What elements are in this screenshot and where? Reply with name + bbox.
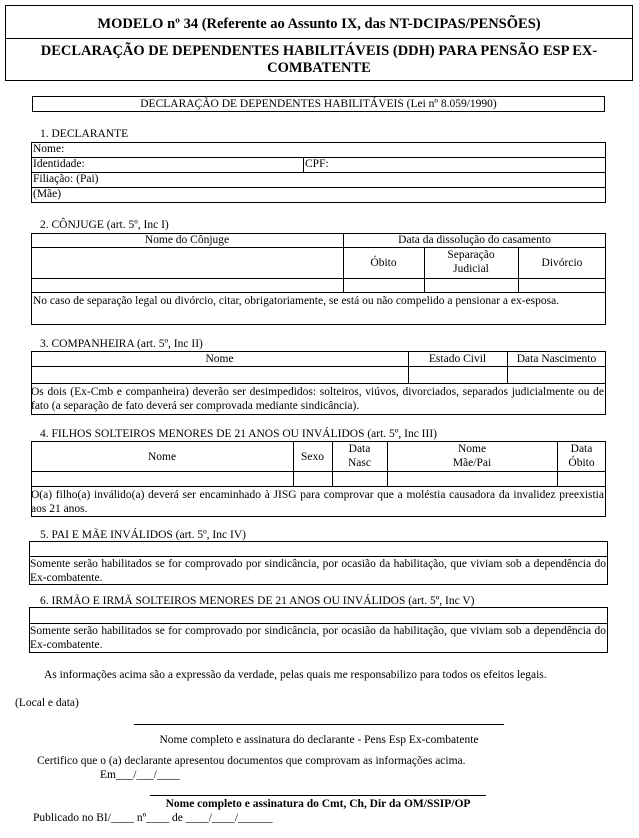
- companheira-note: Os dois (Ex-Cmb e companheira) deverão ser desimpedidos: solteiros, viúvos, divorciados, separados judicialmente ou de fato (a separação de fato deverá ser comprovada mediante sindicância).: [31, 386, 604, 412]
- col-nome-mae-pai-1: Nome: [457, 443, 487, 455]
- col-data-nasc-2: Nasc: [348, 457, 371, 469]
- section-6-heading: 6. IRMÃO E IRMÃ SOLTEIROS MENORES DE 21 ANOS OU INVÁLIDOS (art. 5º, Inc V): [40, 595, 475, 607]
- col-nome-companheira: Nome: [205, 353, 234, 365]
- row-divider: [31, 292, 606, 293]
- row-divider: [31, 366, 606, 367]
- col-separacao-judicial: Separação Judicial: [447, 249, 495, 275]
- row-divider: [31, 172, 606, 173]
- section-5-heading: 5. PAI E MÃE INVÁLIDOS (art. 5º, Inc IV): [40, 529, 246, 541]
- section-3-heading: 3. COMPANHEIRA (art. 5º, Inc II): [40, 338, 203, 350]
- col-data-nascimento: Data Nascimento: [516, 353, 597, 365]
- form-title: DECLARAÇÃO DE DEPENDENTES HABILITÁVEIS (Lei nº 8.059/1990): [140, 98, 497, 110]
- col-obito: Óbito: [370, 257, 397, 269]
- signature-cmt-label: Nome completo e assinatura do Cmt, Ch, Dir da OM/SSIP/OP: [165, 798, 471, 810]
- col-estado-civil: Estado Civil: [428, 353, 487, 365]
- signature-line-cmt: [150, 795, 486, 796]
- row-divider: [31, 471, 606, 472]
- col-data-nasc-1: Data: [348, 443, 371, 455]
- certifico-text: Certifico que o (a) declarante apresentou documentos que comprovam as informações acima.: [37, 755, 466, 767]
- row-divider: [31, 187, 606, 188]
- col-nome-filho: Nome: [147, 451, 177, 463]
- row-divider: [31, 247, 606, 248]
- filhos-note: O(a) filho(a) inválido(a) deverá ser encaminhado à JISG para comprovar que a moléstia causadora da invalidez preexistia aos 21 anos.: [31, 489, 604, 515]
- col-nome-conjuge: Nome do Cônjuge: [144, 234, 230, 246]
- declaration-text: As informações acima são a expressão da verdade, pelas quais me responsabilizo para todos os efeitos legais.: [44, 669, 547, 681]
- col-nome-mae-pai-2: Mãe/Pai: [452, 457, 492, 469]
- pais-note: Somente serão habilitados se for comprovado por sindicância, por ocasião da habilitação, que viviam sob a dependência do Ex-combatente.: [30, 558, 606, 584]
- em-date-field[interactable]: Em___/___/____: [100, 769, 180, 781]
- conjuge-note: No caso de separação legal ou divórcio, citar, obrigatoriamente, se está ou não compelido a pensionar a ex-esposa.: [33, 295, 560, 307]
- col-sexo: Sexo: [301, 451, 324, 463]
- publicado-field[interactable]: Publicado no BI/____ nº____ de ____/____/______: [33, 812, 273, 824]
- filiacao-mae-field[interactable]: (Mãe): [33, 188, 62, 200]
- irmaos-note: Somente serão habilitados se for comprovado por sindicância, por ocasião da habilitação, que viviam sob a dependência do Ex-combatente.: [30, 625, 606, 651]
- identidade-field[interactable]: Identidade:: [33, 158, 85, 170]
- signature-declarante-label: Nome completo e assinatura do declarante - Pens Esp Ex-combatente: [159, 734, 479, 746]
- document-title: DECLARAÇÃO DE DEPENDENTES HABILITÁVEIS (DDH) PARA PENSÃO ESP EX-COMBATENTE: [40, 43, 598, 76]
- section-4-heading: 4. FILHOS SOLTEIROS MENORES DE 21 ANOS OU INVÁLIDOS (art. 5º, Inc III): [40, 428, 437, 440]
- cpf-field[interactable]: CPF:: [305, 158, 329, 170]
- section-1-heading: 1. DECLARANTE: [40, 128, 129, 140]
- signature-line-declarante: [134, 724, 504, 725]
- nome-field[interactable]: Nome:: [33, 143, 65, 155]
- row-divider: [31, 383, 606, 384]
- row-divider: [31, 486, 606, 487]
- col-data-dissolucao: Data da dissolução do casamento: [398, 234, 551, 246]
- cpf-divider: [303, 157, 304, 172]
- modelo-heading: MODELO nº 34 (Referente ao Assunto IX, das NT-DCIPAS/PENSÕES): [97, 16, 541, 32]
- col-data-obito-1: Data: [570, 443, 593, 455]
- filiacao-pai-field[interactable]: Filiação: (Pai): [33, 173, 99, 185]
- section-2-heading: 2. CÔNJUGE (art. 5º, Inc I): [40, 219, 169, 231]
- local-data-label: (Local e data): [15, 697, 79, 709]
- col-divider: [424, 247, 425, 292]
- row-divider: [31, 278, 606, 279]
- col-divorcio: Divórcio: [541, 257, 583, 269]
- header-divider: [5, 38, 633, 39]
- col-data-obito-2: Óbito: [568, 457, 595, 469]
